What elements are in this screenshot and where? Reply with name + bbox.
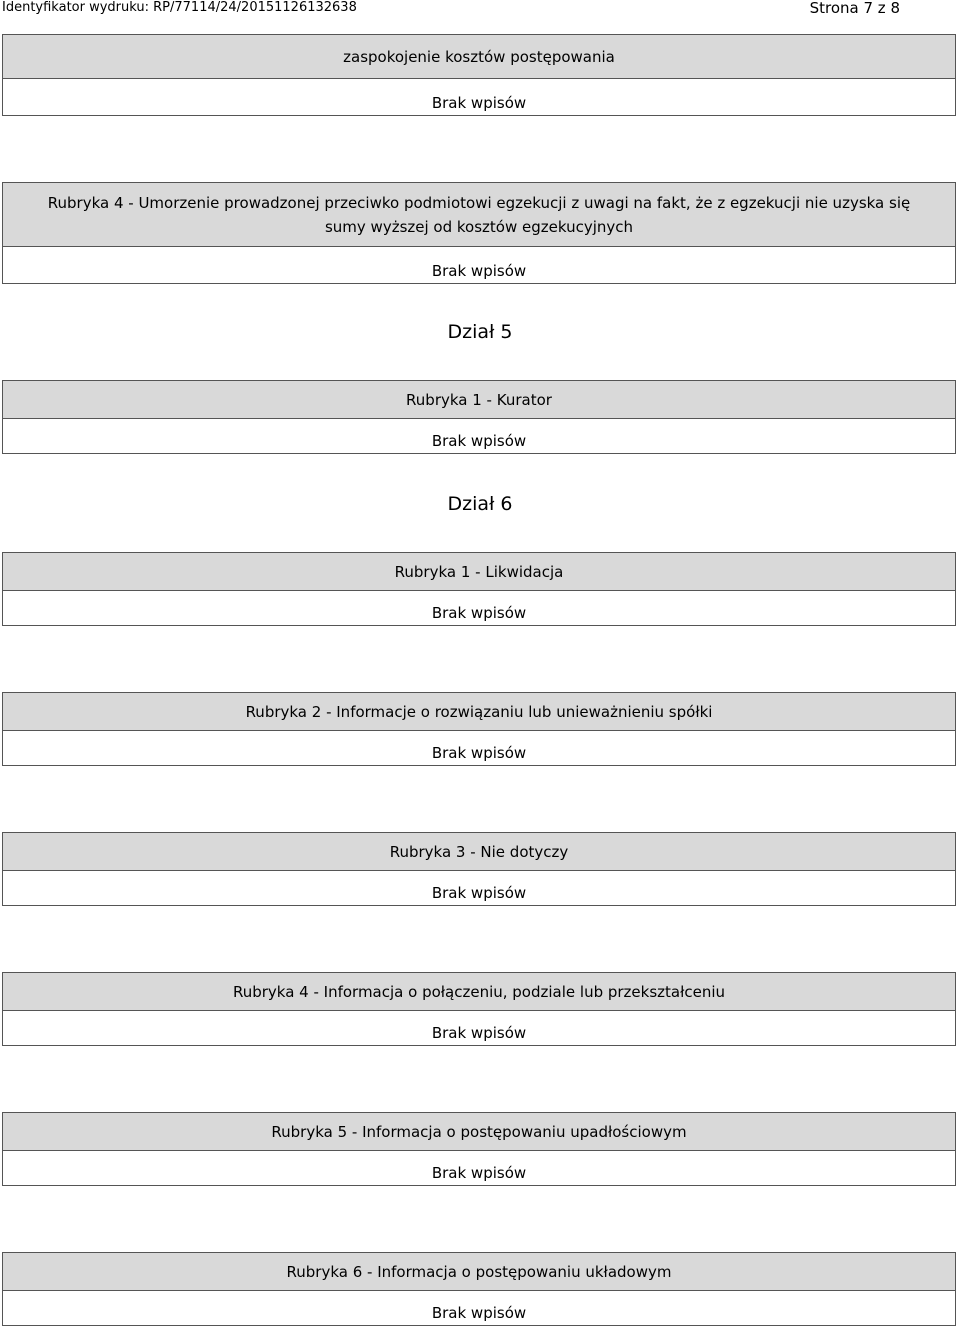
section-body [3, 1151, 955, 1185]
section-body [3, 419, 955, 453]
dzial-6-heading: Dział 6 [447, 493, 513, 515]
print-identifier: Identyfikator wydruku: RP/77114/24/20151126132638 [2, 0, 357, 15]
section-value: Brak wpisów [431, 604, 527, 622]
section-body [3, 79, 955, 115]
section-polaczenie [2, 972, 956, 1046]
section-title: Rubryka 2 - Informacje o rozwiązaniu lub unieważnieniu spółki [245, 702, 713, 721]
section-rubryka-4-umorzenie [2, 182, 956, 284]
section-costs [2, 34, 956, 116]
section-header [3, 381, 955, 419]
section-value: Brak wpisów [431, 432, 527, 450]
section-body [3, 247, 955, 283]
section-header [3, 183, 955, 247]
section-header [3, 973, 955, 1011]
section-value: Brak wpisów [431, 1024, 527, 1042]
section-body [3, 871, 955, 905]
section-rozwiazanie [2, 692, 956, 766]
section-title: Rubryka 6 - Informacja o postępowaniu układowym [286, 1262, 672, 1281]
section-body [3, 1291, 955, 1325]
section-uklad [2, 1252, 956, 1326]
section-value: Brak wpisów [431, 1164, 527, 1182]
dzial-5-heading: Dział 5 [447, 321, 513, 343]
section-header [3, 553, 955, 591]
section-upadlosc [2, 1112, 956, 1186]
section-body [3, 731, 955, 765]
section-title-line1: Rubryka 4 - Umorzenie prowadzonej przeciwko podmiotowi egzekucji z uwagi na fakt, że z egzekucji nie uzyska się [47, 193, 911, 212]
section-title: Rubryka 4 - Informacja o połączeniu, podziale lub przekształceniu [232, 982, 726, 1001]
section-body [3, 1011, 955, 1045]
section-header [3, 833, 955, 871]
section-title: Rubryka 5 - Informacja o postępowaniu upadłościowym [271, 1122, 687, 1141]
section-header [3, 693, 955, 731]
section-title: Rubryka 1 - Kurator [406, 390, 552, 409]
section-title: Rubryka 3 - Nie dotyczy [389, 842, 569, 861]
section-value: Brak wpisów [431, 884, 527, 902]
section-value: Brak wpisów [431, 744, 527, 762]
section-header [3, 1113, 955, 1151]
section-nie-dotyczy [2, 832, 956, 906]
section-title-line2: sumy wyższej od kosztów egzekucyjnych [324, 217, 634, 236]
section-value: Brak wpisów [431, 1304, 527, 1322]
section-title: zaspokojenie kosztów postępowania [343, 47, 615, 66]
section-header [3, 1253, 955, 1291]
section-header [3, 35, 955, 79]
section-likwidacja [2, 552, 956, 626]
section-value: Brak wpisów [431, 94, 527, 112]
page-number: Strona 7 z 8 [809, 0, 900, 17]
section-kurator [2, 380, 956, 454]
section-title: Rubryka 1 - Likwidacja [394, 562, 564, 581]
section-body [3, 591, 955, 625]
section-value: Brak wpisów [431, 262, 527, 280]
